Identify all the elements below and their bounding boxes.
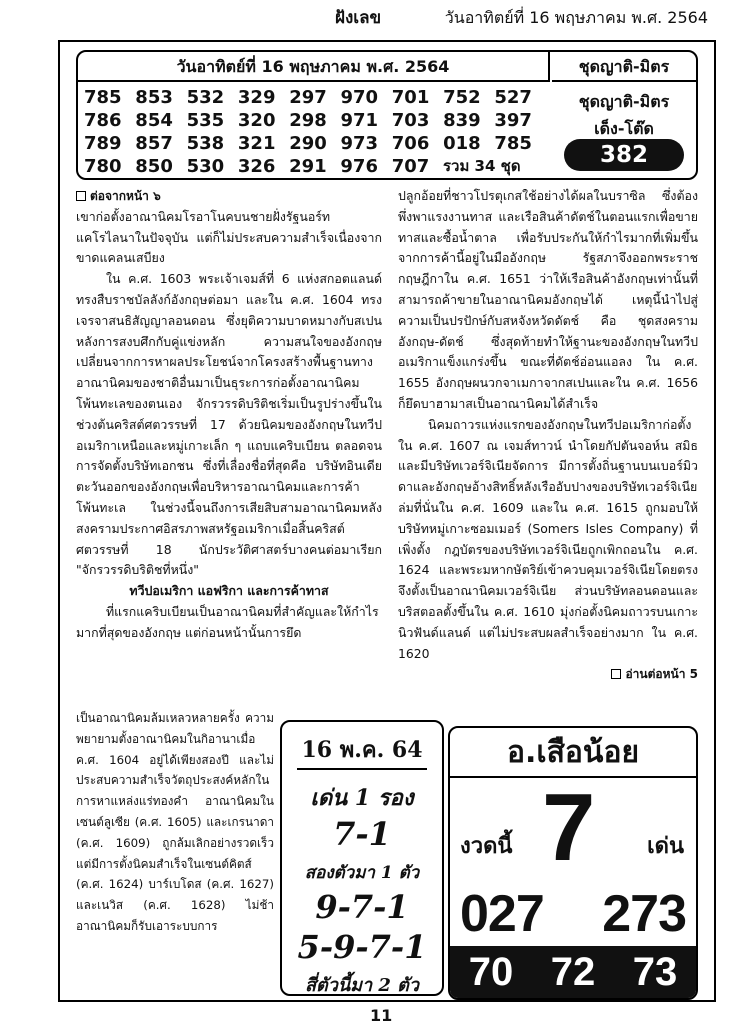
result-cell: 707: [391, 156, 430, 177]
result-cell: 291: [289, 156, 327, 177]
article-right-column: [398, 186, 698, 685]
result-cell: 752: [443, 87, 481, 108]
result-cell: 320: [237, 110, 276, 131]
article-subheading: ทวีปอเมริกา แอฟริกา และการค้าทาส: [129, 583, 329, 599]
prediction-date: 16 พ.ค. 64: [301, 737, 423, 763]
result-cell: 854: [135, 110, 173, 131]
prediction-line: 9-7-1: [315, 888, 409, 926]
result-cell: 971: [340, 110, 379, 131]
two-digit-number: 73: [632, 949, 678, 994]
result-cell: 785: [494, 133, 532, 154]
result-cell: 785: [84, 87, 122, 108]
result-cell: 532: [186, 87, 225, 108]
result-cell: 850: [135, 156, 173, 177]
result-cell: 706: [391, 133, 430, 154]
square-bullet-icon: [611, 669, 621, 679]
result-cell: 976: [340, 156, 378, 177]
result-cell: 298: [289, 110, 327, 131]
featured-two-digits-bar: [450, 946, 696, 998]
square-bullet-icon: [76, 191, 86, 201]
prediction-line: สองตัวมา 1 ตัว: [304, 863, 420, 883]
article-left-narrow: เป็นอาณานิคมล้มเหลวหลายครั้ง ความพยายามตั้งอาณานิคมในกิอานาเมื่อ ค.ศ. 1604 อยู่ได้เพียงสองปี และไม่ประสบความสำเร็จวัตถุประสงค์หลักในการหาแหล่งแร่ทองคำ อาณานิคมในเซนต์ลูเซีย (ค.ศ. 1605) และเกรนาดา (ค.ศ. 1609) ถูกล้มเลิกอย่างรวดเร็ว แต่มีการตั้งนิคมสำเร็จในเซนต์คิตส์ (ค.ศ. 1624) บาร์เบโดส (ค.ศ. 1627) และเนวิส (ค.ศ. 1628) ไม่ช้าอาณานิคมก็รับเอาระบบการ: [76, 711, 274, 933]
side-title: ชุดญาติ-มิตร: [552, 52, 696, 82]
two-digit-number: 70: [468, 949, 514, 994]
result-cell: 326: [237, 156, 276, 177]
article-paragraph: ใน ค.ศ. 1603 พระเจ้าเจมส์ที่ 6 แห่งสกอตแลนด์ทรงสืบราชบัลลังก์อังกฤษต่อมา และใน ค.ศ. 1604 ทรงเจรจาสนธิสัญญาลอนดอน ซึ่งยุติความบาดหมางกับสเปน หลังการสงบศึกกับคู่แข่งหลัก ความสนใจของอังกฤษเปลี่ยนจากการหาผลประโยชน์จากโครงสร้างพื้นฐานทางอาณานิคมของชาติอื่นมาเป็นธุระการก่อตั้งอาณานิคมโพ้นทะเลของตนเอง จักรวรรดิบริติชเริ่มเป็นรูปร่างขึ้นในช่วงต้นคริสต์ศตวรรษที่ 17 ด้วยนิคมของอังกฤษในทวีปอเมริกาเหนือและหมู่เกาะเล็ก ๆ แถบแคริบเบียน ตลอดจนการจัดตั้งบริษัทเอกชน ซึ่งที่เลื่องชื่อที่สุดคือ บริษัทอินเดียตะวันออกของอังกฤษเพื่อบริหารอาณานิคมและการค้าโพ้นทะเล ในช่วงนี้จนถึงการเสียสิบสามอาณานิคมหลังสงครามประกาศอิสรภาพสหรัฐอเมริกาเมื่อสิ้นคริสต์ศตวรรษที่ 18 นักประวัติศาสตร์บางคนต่อมาเรียก "จักรวรรดิบริติชที่หนึ่ง": [76, 271, 382, 578]
side-subtitle-2: เด็ง-โต๊ด: [594, 119, 654, 138]
three-digit-number: 273: [602, 885, 686, 943]
result-cell: 701: [391, 87, 430, 108]
article-paragraph: นิคมถาวรแห่งแรกของอังกฤษในทวีปอเมริกาก่อตั้งใน ค.ศ. 1607 ณ เจมส์ทาวน์ นำโดยกัปตันจอห์น สมิธ และมีบริษัทเวอร์จิเนียจัดการ มีการตั้งถิ่นฐานบนเบอร์มิวดาและอังกฤษอ้างสิทธิ์หลังเรืออับปางของบริษัทเวอร์จิเนียล่มที่นั่นใน ค.ศ. 1609 และใน ค.ศ. 1615 ถูกมอบให้บริษัทหมู่เกาะซอมเมอร์ (Somers Isles Company) ที่เพิ่งตั้ง กฎบัตรของบริษัทเวอร์จิเนียถูกเพิกถอนใน ค.ศ. 1624 และพระมหากษัตริย์เข้าควบคุมเวอร์จิเนียโดยตรง จึงตั้งเป็นอาณานิคมเวอร์จิเนีย ส่วนบริษัทลอนดอนและบริสตอลตั้งขึ้นใน ค.ศ. 1610 มุ่งก่อตั้งนิคมถาวรบนเกาะนิวฟันด์แลนด์ แต่ไม่ประสบผลสำเร็จอย่างมาก ใน ค.ศ. 1620: [398, 416, 698, 661]
date-underline: [297, 768, 427, 770]
results-grid: [84, 86, 546, 178]
table-row: [84, 132, 546, 155]
results-title: วันอาทิตย์ที่ 16 พฤษภาคม พ.ศ. 2564: [78, 52, 550, 82]
article-paragraph: ปลูกอ้อยที่ชาวโปรตุเกสใช้อย่างได้ผลในบราซิล ซึ่งต้องพึ่งพาแรงงานทาส และเรือสินค้าดัตช์ในตอนแรกเพื่อขายทาสและซื้อน้ำตาล เพื่อรับประกันให้กำไรมากที่เพิ่มขึ้นจากการค้านี้อยู่ในมืออังกฤษ รัฐสภาจึงออกพระราชกฤษฎีกาใน ค.ศ. 1651 ว่าให้เรือสินค้าอังกฤษเท่านั้นที่สามารถค้าขายในอาณานิคมอังกฤษได้ เหตุนี้นำไปสู่ความเป็นปรปักษ์กับสหจังหวัดดัตช์ คือ ชุดสงครามอังกฤษ-ดัตช์ ซึ่งสุดท้ายทำให้ฐานะของอังกฤษในทวีปอเมริกาแข็งแกร่งขึ้น ขณะที่ดัตช์อ่อนแอลง ใน ค.ศ. 1655 อังกฤษผนวกจาเมกาจากสเปนและใน ค.ศ. 1656 ก็ยึดบาฮามาสเป็นอาณานิคมได้สำเร็จ: [398, 188, 698, 411]
article-paragraph: เขาก่อตั้งอาณานิคมโรอาโนคบนชายฝั่งรัฐนอร์ทแคโรไลนาในปัจจุบัน แต่ก็ไม่ประสบความสำเร็จเนื่องจากขาดแคลนเสบียง: [76, 208, 382, 266]
featured-left-label: งวดนี้: [460, 834, 513, 859]
result-cell: 535: [186, 110, 225, 131]
result-cell: 397: [494, 110, 532, 131]
prediction-line: เด่น 1 รอง: [310, 785, 414, 811]
result-cell: 297: [289, 87, 327, 108]
featured-big-number: 7: [542, 774, 596, 881]
result-cell: 780: [84, 156, 122, 177]
result-cell: 970: [340, 87, 379, 108]
continued-to: อ่านต่อหน้า 5: [398, 664, 698, 685]
publication-name: ฝังเลข: [335, 8, 382, 28]
result-cell: 538: [186, 133, 225, 154]
prediction-line: 7-1: [333, 815, 391, 853]
side-subtitle: ชุดญาติ-มิตร: [578, 92, 670, 111]
result-cell: 530: [186, 156, 225, 177]
two-digit-number: 72: [550, 949, 596, 994]
prediction-line: 5-9-7-1: [297, 928, 427, 966]
featured-right-label: เด่น: [647, 834, 684, 859]
article-paragraph: ที่แรกแคริบเบียนเป็นอาณานิคมที่สำคัญและให้กำไรมากที่สุดของอังกฤษ แต่ก่อนหน้านั้นการยึด: [76, 603, 379, 640]
result-cell: 329: [237, 87, 276, 108]
results-table: [76, 50, 698, 180]
continued-from: ต่อจากหน้า ๖: [76, 186, 382, 207]
article-left-column: [76, 186, 382, 644]
result-cell: 018: [443, 133, 481, 154]
table-row: [84, 86, 546, 109]
results-side-panel: [552, 52, 696, 178]
handwritten-prediction-box: [280, 720, 444, 996]
three-digit-number: 027: [460, 885, 544, 943]
featured-main-row: [450, 774, 696, 881]
table-row: [84, 155, 546, 178]
result-cell: 321: [237, 133, 276, 154]
result-cell: 839: [443, 110, 481, 131]
page-number: 11: [370, 1006, 393, 1024]
result-cell: 853: [135, 87, 173, 108]
table-row: [84, 109, 546, 132]
featured-three-digits: [450, 880, 696, 948]
result-cell: 527: [494, 87, 532, 108]
result-cell: 857: [135, 133, 173, 154]
featured-prediction-box: [448, 726, 698, 1000]
result-cell: 786: [84, 110, 122, 131]
result-total: รวม 34 ชุด: [442, 157, 521, 175]
result-cell: 789: [84, 133, 122, 154]
result-cell: 973: [340, 133, 379, 154]
prediction-line: สี่ตัวนี้มา 2 ตัว: [305, 975, 419, 996]
result-cell: 290: [289, 133, 327, 154]
side-number-badge: 382: [564, 139, 684, 171]
result-cell: 703: [391, 110, 430, 131]
featured-title: อ.เสือน้อย: [450, 728, 696, 778]
header-date: วันอาทิตย์ที่ 16 พฤษภาคม พ.ศ. 2564: [444, 8, 708, 27]
